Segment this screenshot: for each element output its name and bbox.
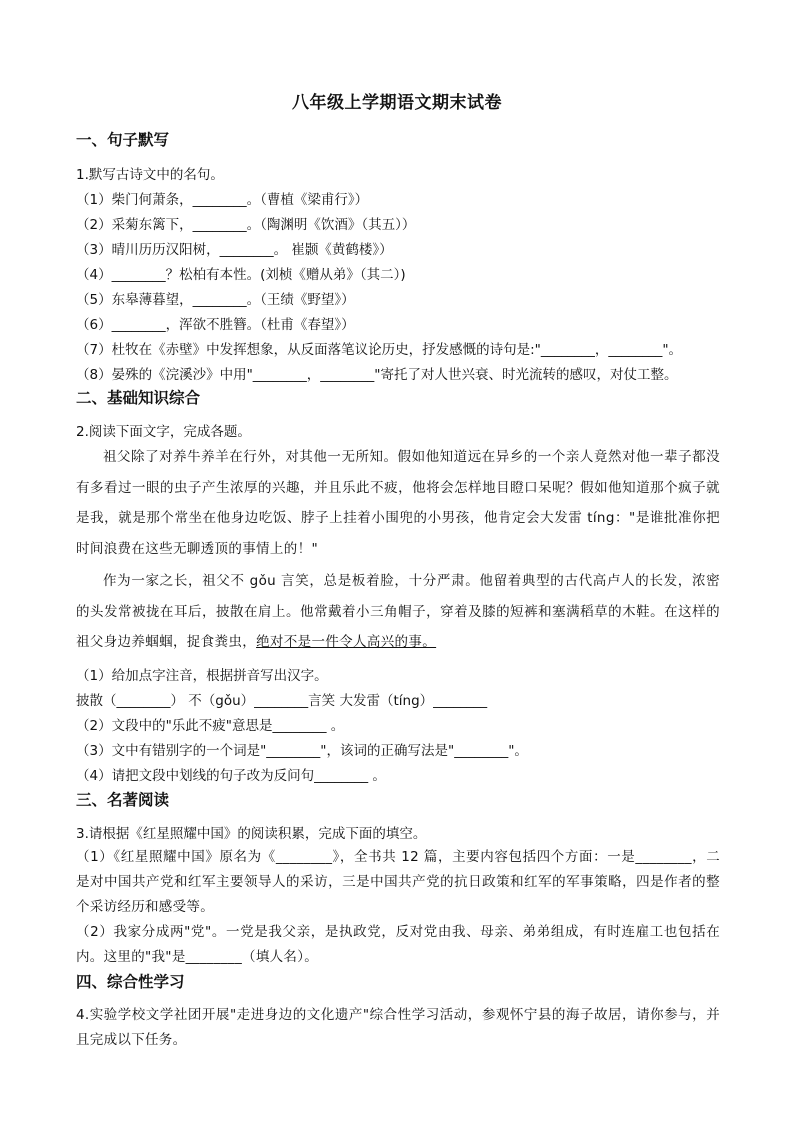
question-1-item-7: （7）杜牧在《赤壁》中发挥想象，从反面落笔议论历史，抒发感慨的诗句是:"________，________"。 (76, 342, 683, 358)
question-3-sub-2: （2）我家分成两"党"。一党是我父亲，是执政党，反对党由我、母亲、弟弟组成，有时连雇工也包括在内。这里的"我"是________（填人名）。 (76, 924, 720, 965)
reading-passage-paragraph-2-text: 作为一家之长，祖父不 gǒu 言笑，总是板着脸，十分严肃。他留着典型的古代高卢人的长发，浓密的头发常被拢在耳后，披散在肩上。他常戴着小三角帽子，穿着及膝的短裤和塞满稻草的木鞋。在这样的祖父身边养蝈蝈，捉食粪虫， (76, 573, 720, 650)
question-1-item-2: （2）采菊东篱下，________。（陶渊明《饮酒》（其五）） (76, 217, 416, 233)
section-heading-1: 一、句子默写 (76, 131, 170, 149)
question-1-item-4: （4）________？松柏有本性。(刘桢《赠从弟》（其二）) (76, 267, 406, 283)
question-1-item-3: （3）晴川历历汉阳树，________。 崔颢《黄鹤楼》） (76, 242, 393, 258)
question-2-sub-2: （2）文段中的"乐此不疲"意思是________ 。 (76, 718, 345, 734)
section-heading-4: 四、综合性学习 (76, 973, 185, 991)
question-1-item-5: （5）东皋薄暮望，________。（王绩《野望》） (76, 292, 355, 308)
question-3-sub-1: （1）《红星照耀中国》原名为《________》，全书共 12 篇，主要内容包括四个方面：一是________，二是对中国共产党和红军主要领导人的采访，三是中国共产党的抗日政策和红军的军事策略，四是作者的整个采访经历和感受等。 (76, 849, 720, 915)
question-4-prompt: 4.实验学校文学社团开展"走进身边的文化遗产"综合性学习活动，参观怀宁县的海子故居，请你参与，并且完成以下任务。 (76, 1007, 720, 1048)
question-1-item-8: （8）晏殊的《浣溪沙》中用"________，________"寄托了对人世兴衰、时光流转的感叹，对仗工整。 (76, 367, 678, 383)
question-1-item-1: （1）柴门何萧条，________。（曹植《梁甫行》） (76, 192, 369, 208)
page-title: 八年级上学期语文期末试卷 (292, 93, 502, 113)
question-3-prompt: 3.请根据《红星照耀中国》的阅读积累，完成下面的填空。 (76, 826, 427, 842)
section-heading-3: 三、名著阅读 (76, 791, 170, 809)
question-1-item-6: （6）________，浑欲不胜簪。（杜甫《春望》） (76, 317, 355, 333)
question-2-sub-4: （4）请把文段中划线的句子改为反问句________ 。 (76, 768, 386, 784)
question-1-prompt: 1.默写古诗文中的名句。 (76, 167, 224, 183)
question-2-sub-1-fill: 披散（________） 不（gǒu）________言笑 大发雷（tíng）________ (76, 693, 488, 709)
section-heading-2: 二、基础知识综合 (76, 389, 201, 407)
reading-passage-paragraph-1: 祖父除了对养牛养羊在行外，对其他一无所知。假如他知道远在异乡的一个亲人竟然对他一辈子都没有多看过一眼的虫子产生浓厚的兴趣，并且乐此不疲，他将会怎样地目瞪口呆呢？假如他知道那个疯子就是我，就是那个常坐在他身边吃饭、脖子上挂着小围兜的小男孩，他肯定会大发雷 tíng："是谁批准你把时间浪费在这些无聊透顶的事情上的！" (76, 449, 720, 557)
question-2-prompt: 2.阅读下面文字，完成各题。 (76, 424, 251, 440)
question-2-sub-1: （1）给加点字注音，根据拼音写出汉字。 (76, 668, 328, 684)
underlined-sentence: 绝对不是一件令人高兴的事。 (256, 634, 437, 650)
question-2-sub-3: （3）文中有错别字的一个词是"________"，该词的正确写法是"________"。 (76, 743, 528, 759)
reading-passage-paragraph-2 (76, 566, 720, 658)
